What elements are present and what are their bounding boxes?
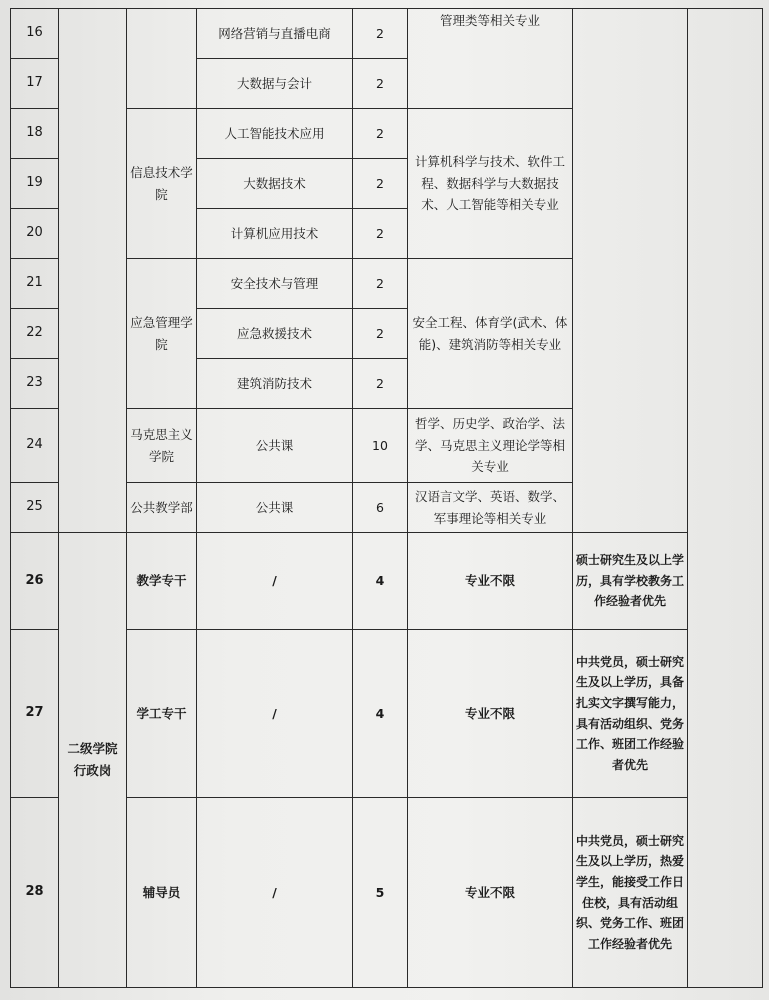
headcount-cell: 10 bbox=[353, 409, 408, 483]
specialty-cell: 管理类等相关专业 bbox=[408, 9, 573, 109]
major-cell: 建筑消防技术 bbox=[197, 359, 353, 409]
headcount-cell: 6 bbox=[353, 483, 408, 533]
row-number: 20 bbox=[11, 209, 59, 259]
department-cell: 公共教学部 bbox=[127, 483, 197, 533]
row-number: 24 bbox=[11, 409, 59, 483]
row-number: 16 bbox=[11, 9, 59, 59]
specialty-cell: 汉语言文学、英语、数学、军事理论等相关专业 bbox=[408, 483, 573, 533]
specialty-cell: 专业不限 bbox=[408, 798, 573, 988]
category-cell bbox=[59, 9, 127, 533]
department-cell: 马克思主义学院 bbox=[127, 409, 197, 483]
headcount-cell: 2 bbox=[353, 309, 408, 359]
requirement-cell: 中共党员，硕士研究生及以上学历，具备扎实文字撰写能力，具有活动组织、党务工作、班团工作经验者优先 bbox=[573, 630, 688, 798]
major-cell: 应急救援技术 bbox=[197, 309, 353, 359]
major-cell: / bbox=[197, 630, 353, 798]
headcount-cell: 4 bbox=[353, 533, 408, 630]
headcount-cell: 2 bbox=[353, 59, 408, 109]
recruitment-table bbox=[10, 8, 763, 988]
remarks-cell bbox=[688, 9, 763, 988]
row-number: 17 bbox=[11, 59, 59, 109]
major-cell: 公共课 bbox=[197, 483, 353, 533]
major-cell: 人工智能技术应用 bbox=[197, 109, 353, 159]
row-number: 23 bbox=[11, 359, 59, 409]
row-number: 28 bbox=[11, 798, 59, 988]
post-cell: 教学专干 bbox=[127, 533, 197, 630]
department-cell: 应急管理学院 bbox=[127, 259, 197, 409]
requirement-cell bbox=[573, 9, 688, 533]
major-cell: 安全技术与管理 bbox=[197, 259, 353, 309]
specialty-cell: 专业不限 bbox=[408, 533, 573, 630]
category-cell: 二级学院行政岗 bbox=[59, 533, 127, 988]
specialty-cell: 哲学、历史学、政治学、法学、马克思主义理论学等相关专业 bbox=[408, 409, 573, 483]
specialty-cell: 专业不限 bbox=[408, 630, 573, 798]
specialty-cell: 安全工程、体育学(武术、体能)、建筑消防等相关专业 bbox=[408, 259, 573, 409]
major-cell: / bbox=[197, 533, 353, 630]
requirement-cell: 硕士研究生及以上学历，具有学校教务工作经验者优先 bbox=[573, 533, 688, 630]
post-cell: 辅导员 bbox=[127, 798, 197, 988]
headcount-cell: 4 bbox=[353, 630, 408, 798]
headcount-cell: 2 bbox=[353, 9, 408, 59]
post-cell: 学工专干 bbox=[127, 630, 197, 798]
row-number: 21 bbox=[11, 259, 59, 309]
row-number: 19 bbox=[11, 159, 59, 209]
headcount-cell: 2 bbox=[353, 359, 408, 409]
row-number: 18 bbox=[11, 109, 59, 159]
department-cell: 信息技术学院 bbox=[127, 109, 197, 259]
major-cell: 公共课 bbox=[197, 409, 353, 483]
row-number: 26 bbox=[11, 533, 59, 630]
requirement-cell: 中共党员，硕士研究生及以上学历，热爱学生，能接受工作日住校，具有活动组织、党务工作、班团工作经验者优先 bbox=[573, 798, 688, 988]
major-cell: 网络营销与直播电商 bbox=[197, 9, 353, 59]
headcount-cell: 2 bbox=[353, 159, 408, 209]
major-cell: / bbox=[197, 798, 353, 988]
row-number: 22 bbox=[11, 309, 59, 359]
table-row bbox=[11, 533, 763, 630]
headcount-cell: 2 bbox=[353, 109, 408, 159]
row-number: 25 bbox=[11, 483, 59, 533]
headcount-cell: 2 bbox=[353, 259, 408, 309]
headcount-cell: 2 bbox=[353, 209, 408, 259]
specialty-cell: 计算机科学与技术、软件工程、数据科学与大数据技术、人工智能等相关专业 bbox=[408, 109, 573, 259]
department-cell bbox=[127, 9, 197, 109]
row-number: 27 bbox=[11, 630, 59, 798]
major-cell: 计算机应用技术 bbox=[197, 209, 353, 259]
major-cell: 大数据与会计 bbox=[197, 59, 353, 109]
major-cell: 大数据技术 bbox=[197, 159, 353, 209]
headcount-cell: 5 bbox=[353, 798, 408, 988]
table-row bbox=[11, 9, 763, 59]
